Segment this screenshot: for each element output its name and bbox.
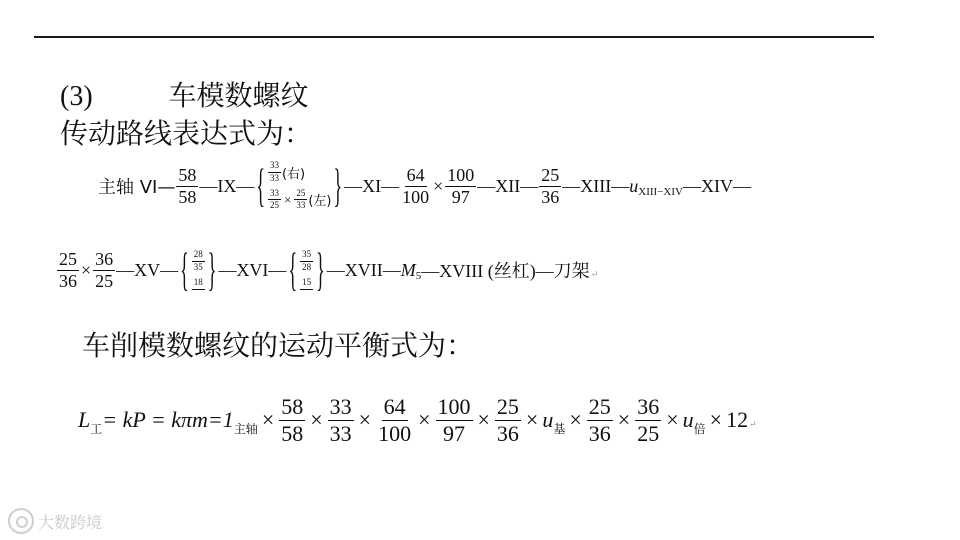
numerator: 36 (637, 394, 660, 420)
denominator: 33 (329, 420, 352, 446)
route-segment: —XV— (116, 259, 179, 280)
ratio-sequence-1 (258, 395, 522, 444)
times-sign: × (310, 407, 323, 432)
times-sign: × (418, 407, 431, 432)
numerator: 64 (383, 394, 406, 420)
times-sign: × (81, 259, 92, 280)
watermark-logo (8, 508, 102, 534)
fraction: $\frac{36}{25}$ (95, 248, 114, 291)
gear-options: $\frac{28}{35}$ 18 (191, 250, 206, 289)
numerator: 25 (588, 394, 611, 420)
route-segment: —XVI— (218, 259, 287, 280)
fraction (279, 395, 305, 444)
multiplier-symbol: u (682, 407, 694, 432)
spindle-subscript: 主轴 (233, 421, 258, 436)
route-segment: —XIV— (682, 175, 751, 196)
right-brace: } (316, 242, 325, 295)
fraction (635, 395, 661, 444)
numerator: 25 (496, 394, 519, 420)
route-segment: —XII— (477, 175, 539, 196)
times-sign: × (617, 407, 631, 432)
left-brace: { (288, 242, 298, 295)
lead-symbol: L (78, 407, 91, 432)
ratio-sequence-2 (565, 395, 662, 444)
clutch-subscript: 5 (415, 270, 422, 282)
gear-options (267, 161, 332, 211)
route-start: 主轴 VI— (98, 177, 176, 198)
fraction (436, 395, 473, 444)
numerator: 100 (437, 394, 471, 420)
logo-icon (8, 508, 34, 534)
times-sign: × (525, 407, 539, 432)
section-number: (3) (60, 81, 93, 112)
fraction: $\frac{25}{36}$ (541, 164, 560, 207)
multiplier-subscript: 倍 (693, 421, 706, 436)
numerator: 58 (281, 394, 304, 420)
route-segment: —XVIII (丝杠)—刀架 (421, 261, 590, 281)
times-sign: × (477, 407, 490, 432)
numerator: 33 (329, 394, 352, 420)
denominator: 97 (443, 420, 465, 446)
times-sign: × (433, 175, 444, 196)
watermark-text: 大数跨境 (38, 512, 103, 532)
ratio-subscript: XIII−XIV (638, 186, 683, 198)
ratio-symbol: u (629, 175, 639, 196)
denominator: 58 (281, 420, 304, 446)
fraction (376, 395, 413, 444)
option-left: $\frac{33}{25}$ × $\frac{25}{33}$ (左) (269, 188, 332, 211)
base-ratio-subscript: 基 (553, 421, 566, 436)
times-sign: × (666, 407, 679, 432)
fraction: $\frac{25}{36}$ (59, 248, 77, 291)
balance-equation: L 工 = kP = kπm=1 主轴 × $\frac{58}{58}$ × $\frac{33}{33}$ × $\frac{64}{100}$ × $\frac{100}{97}$ × $\frac{25}{36}$ × u 基 × $\frac{25}{36}$ × $\frac{36}{25}$ × u 倍 × 12 ↵ (78, 394, 757, 446)
denominator: 100 (378, 420, 412, 446)
route-segment: —IX— (199, 175, 255, 196)
constant-value: 12 (726, 407, 749, 432)
route-segment: —XIII— (562, 175, 630, 196)
right-brace: } (207, 242, 217, 295)
clutch-symbol: M (400, 259, 416, 280)
fraction: $\frac{58}{58}$ (178, 164, 197, 207)
gear-options: $\frac{35}{28}$ 15 (299, 250, 314, 289)
times-sign: × (709, 407, 723, 432)
fraction: $\frac{100}{97}$ (447, 164, 475, 207)
section-title: 车模数螺纹 (168, 79, 309, 112)
times-sign: × (261, 407, 275, 432)
section-heading (60, 74, 308, 114)
left-brace: { (180, 242, 189, 295)
left-brace: { (256, 158, 265, 211)
right-brace: } (333, 158, 343, 211)
denominator: 25 (637, 420, 660, 446)
fraction: $\frac{64}{100}$ (402, 164, 430, 207)
fraction (328, 395, 354, 444)
fraction (495, 395, 521, 444)
balance-equation-title: 车削模数螺纹的运动平衡式为： (82, 329, 475, 362)
route-segment: —XI— (344, 175, 400, 196)
route-segment: —XVII— (326, 259, 401, 280)
transmission-route-subtitle: 传动路线表达式为： (60, 117, 313, 150)
fraction (587, 395, 613, 444)
base-ratio-symbol: u (542, 407, 554, 432)
equation-lhs: = kP = kπm=1 (102, 407, 234, 432)
route-expression-row2: $\frac{25}{36}$ × $\frac{36}{25}$ —XV— { $\frac{28}{35}$ 18 } —XVI— { $\frac{35}{28}$ 15 } —XVII— M 5 —XVIII (丝杠)—刀架 ↵ (56, 240, 598, 300)
option-right: $\frac{33}{33}$ (右) (269, 160, 306, 183)
lead-subscript: 工 (90, 421, 103, 436)
denominator: 36 (588, 420, 611, 446)
top-divider (34, 36, 874, 38)
route-expression-row1 (98, 156, 751, 216)
times-sign: × (569, 407, 582, 432)
times-sign: × (358, 407, 372, 432)
denominator: 36 (496, 420, 519, 446)
